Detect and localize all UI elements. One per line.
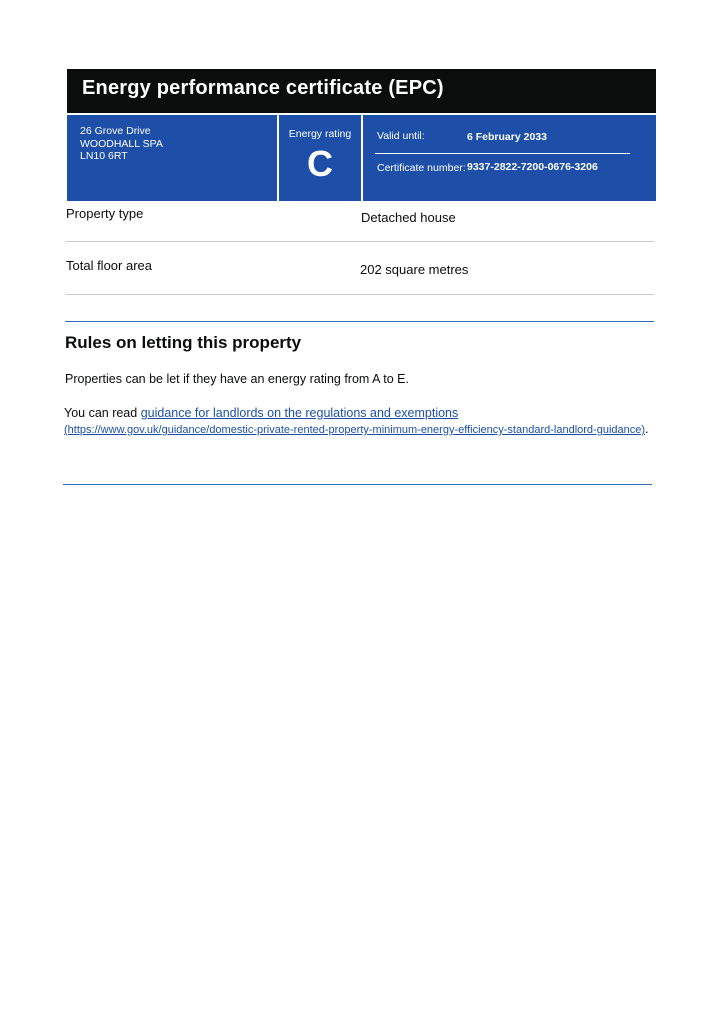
valid-until-label: Valid until: [377, 130, 425, 142]
energy-rating-letter: C [307, 143, 333, 184]
certificate-number-label: Certificate number: [377, 162, 466, 174]
letting-rules-heading: Rules on letting this property [65, 333, 302, 352]
guidance-link-url[interactable]: (https://www.gov.uk/guidance/domestic-private-rented-property-minimum-energy-efficiency-standard-landlord-guidance) [64, 424, 646, 436]
floor-area-label: Total floor area [66, 258, 152, 273]
property-address [80, 125, 163, 163]
page-title: Energy performance certificate (EPC) [67, 69, 656, 113]
section-divider [65, 321, 654, 322]
address-line-1: 26 Grove Drive [80, 125, 151, 137]
property-type-label: Property type [66, 206, 144, 221]
address-line-3: LN10 6RT [80, 150, 128, 162]
guidance-link[interactable]: guidance for landlords on the regulations and exemptions [140, 406, 459, 420]
guidance-suffix: . [645, 422, 649, 436]
certificate-number-value: 9337-2822-7200-0676-3206 [467, 161, 598, 173]
guidance-prefix: You can read [64, 406, 141, 420]
panel-divider [361, 115, 363, 201]
guidance-paragraph [64, 405, 654, 438]
property-type-value: Detached house [361, 210, 456, 225]
row-divider [65, 294, 654, 295]
certificate-summary-panel [67, 115, 656, 201]
letting-rules-paragraph: Properties can be let if they have an energy rating from A to E. [65, 372, 409, 386]
panel-separator [375, 153, 630, 154]
floor-area-value: 202 square metres [360, 262, 469, 277]
panel-divider [277, 115, 279, 201]
valid-until-value: 6 February 2033 [467, 131, 547, 143]
address-line-2: WOODHALL SPA [80, 137, 163, 150]
row-divider [65, 241, 654, 242]
section-divider [63, 484, 652, 485]
energy-rating-label: Energy rating [288, 128, 352, 140]
